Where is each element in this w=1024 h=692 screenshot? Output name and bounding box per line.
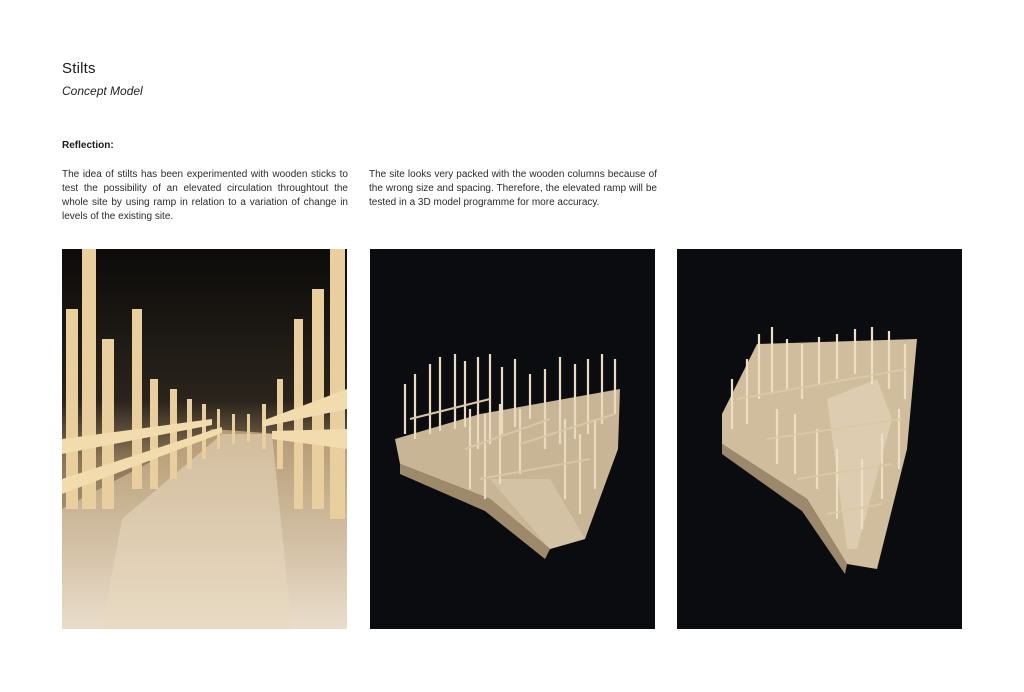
- reflection-heading: Reflection:: [62, 140, 114, 151]
- page-subtitle: Concept Model: [62, 84, 143, 98]
- model-photo-overview-1: [370, 249, 655, 629]
- reflection-paragraph-1: The idea of stilts has been experimented with wooden sticks to test the possibility of an elevated circulation throughtout the whole site by using ramp in relation to a variation of change in levels of the existing site.: [62, 169, 348, 222]
- page-title: Stilts: [62, 60, 96, 77]
- model-photo-overview-2: [677, 249, 962, 629]
- model-photo-perspective: [62, 249, 347, 629]
- reflection-paragraph-2: The site looks very packed with the wooden columns because of the wrong size and spacing. Therefore, the elevated ramp will be tested in a 3D model programme for more accuracy.: [369, 169, 657, 208]
